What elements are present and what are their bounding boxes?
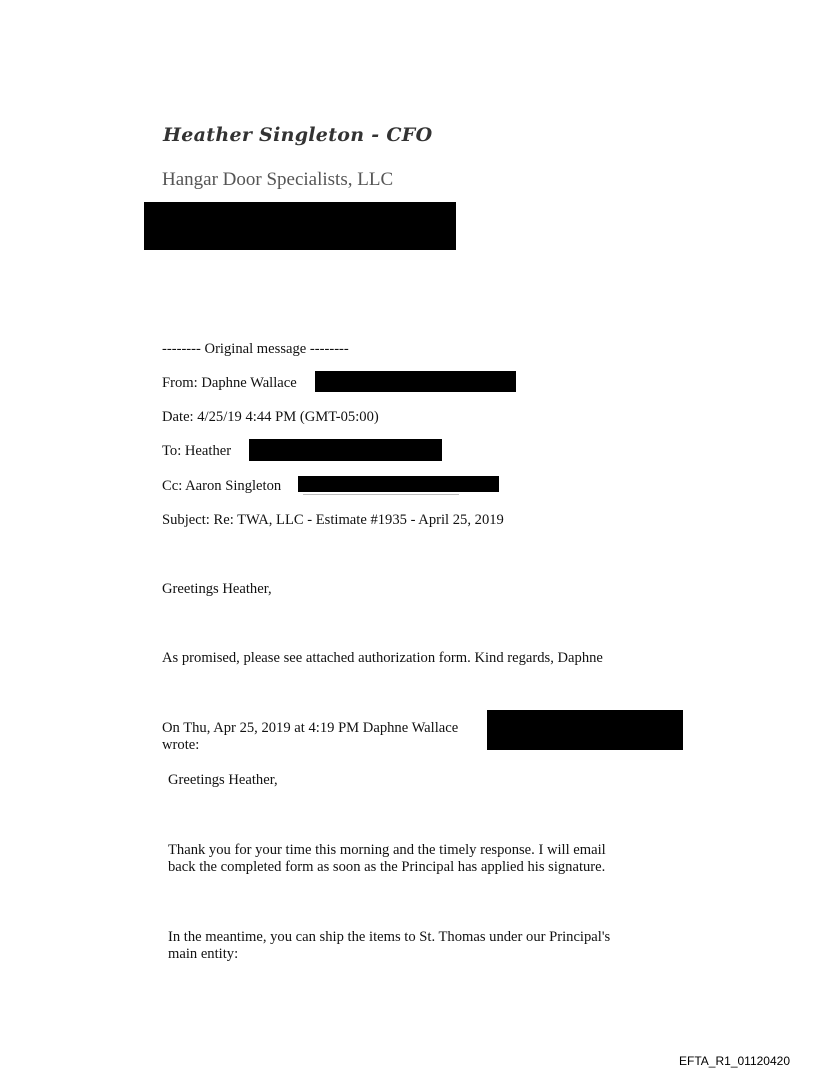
redaction-block xyxy=(487,710,683,750)
cc-line: Cc: Aaron Singleton xyxy=(162,478,282,494)
quoted-paragraph-line: back the completed form as soon as the Principal has applied his signature. xyxy=(168,859,606,875)
reply-greeting: Greetings Heather, xyxy=(162,581,272,597)
document-id: EFTA_R1_01120420 xyxy=(679,1054,790,1068)
quoted-greeting: Greetings Heather, xyxy=(168,772,278,788)
quoted-paragraph-line: Thank you for your time this morning and the timely response. I will email xyxy=(168,842,606,858)
reply-body: As promised, please see attached authorization form. Kind regards, Daphne xyxy=(162,650,603,666)
redaction-block xyxy=(144,202,456,250)
quoted-paragraph-line: main entity: xyxy=(168,946,239,962)
quoted-attribution: On Thu, Apr 25, 2019 at 4:19 PM Daphne Wallace xyxy=(162,720,459,736)
subject-line: Subject: Re: TWA, LLC - Estimate #1935 - April 25, 2019 xyxy=(162,512,504,528)
signature-company: Hangar Door Specialists, LLC xyxy=(162,169,394,190)
redaction-block xyxy=(298,476,499,492)
date-line: Date: 4/25/19 4:44 PM (GMT-05:00) xyxy=(162,409,379,425)
redaction-block xyxy=(249,439,442,461)
quoted-attribution-wrote: wrote: xyxy=(162,737,200,753)
to-line: To: Heather xyxy=(162,443,232,459)
original-message-separator: -------- Original message -------- xyxy=(162,341,349,357)
signature-name-title: Heather Singleton - CFO xyxy=(163,124,433,146)
from-line: From: Daphne Wallace xyxy=(162,375,297,391)
redaction-block xyxy=(315,371,516,392)
quoted-paragraph-line: In the meantime, you can ship the items to St. Thomas under our Principal's xyxy=(168,929,611,945)
